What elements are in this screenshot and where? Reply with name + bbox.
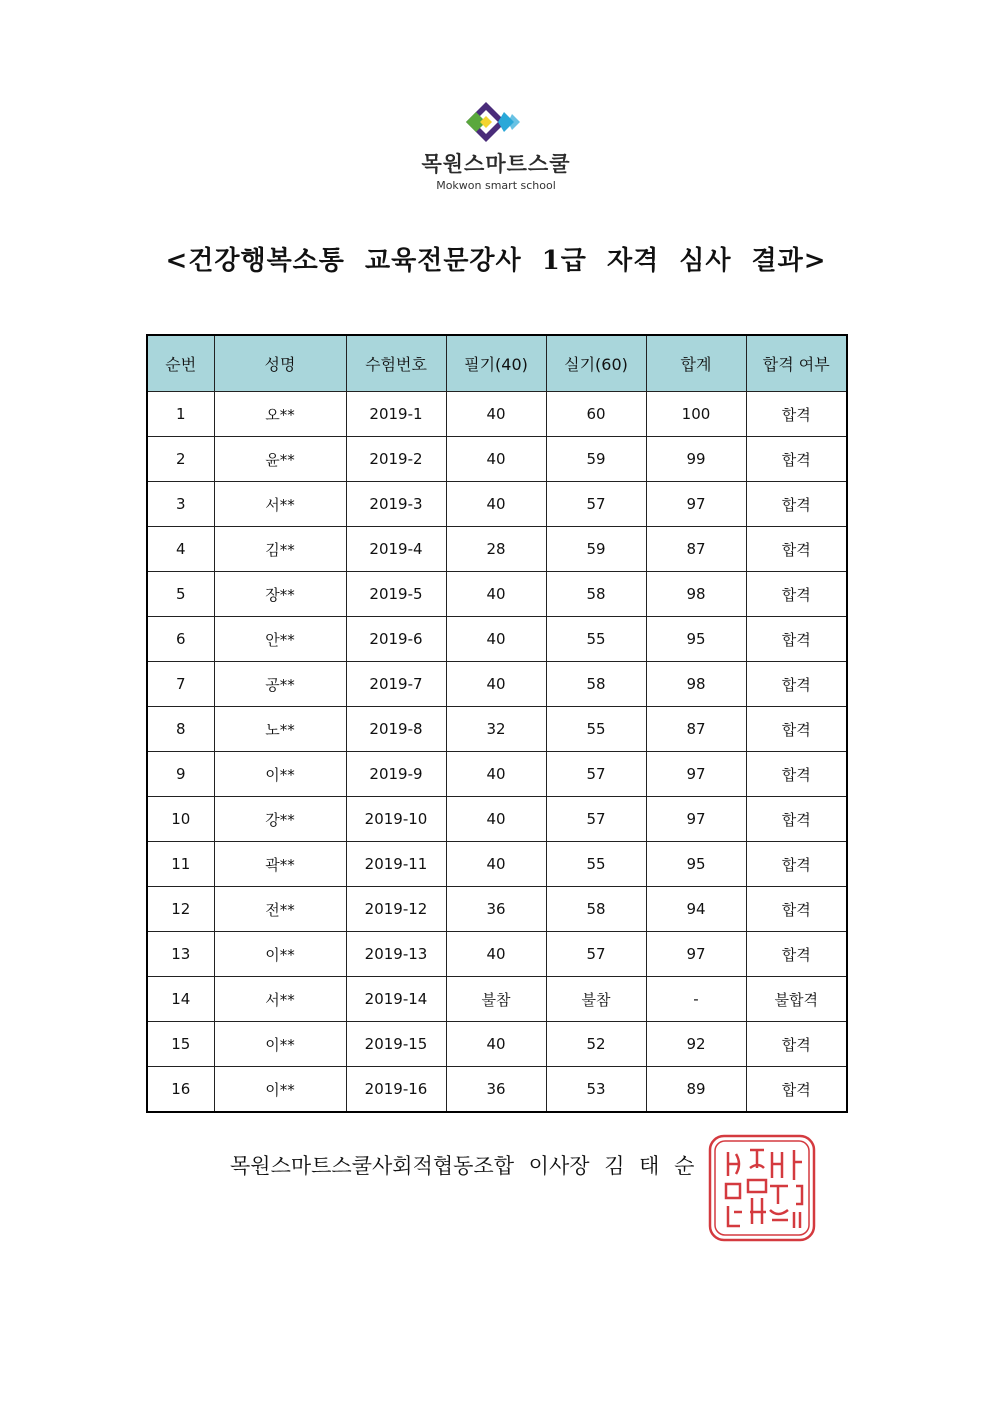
table-cell: 94 bbox=[646, 887, 746, 932]
table-cell: 이** bbox=[214, 1067, 346, 1113]
table-cell: 97 bbox=[646, 482, 746, 527]
table-cell: 합격 bbox=[746, 662, 847, 707]
table-cell: 52 bbox=[546, 1022, 646, 1067]
table-row bbox=[147, 707, 847, 752]
table-cell: 99 bbox=[646, 437, 746, 482]
table-row bbox=[147, 437, 847, 482]
table-cell: 40 bbox=[446, 662, 546, 707]
table-cell: 2 bbox=[147, 437, 214, 482]
table-cell: 4 bbox=[147, 527, 214, 572]
table-cell: 40 bbox=[446, 842, 546, 887]
table-cell: 2019-12 bbox=[346, 887, 446, 932]
table-cell: 합격 bbox=[746, 482, 847, 527]
table-cell: 합격 bbox=[746, 617, 847, 662]
table-row bbox=[147, 752, 847, 797]
logo-name-en: Mokwon smart school bbox=[436, 179, 556, 192]
table-cell: 3 bbox=[147, 482, 214, 527]
table-cell: 87 bbox=[646, 527, 746, 572]
header-cell: 합계 bbox=[646, 335, 746, 392]
table-cell: 장** bbox=[214, 572, 346, 617]
table-cell: 58 bbox=[546, 572, 646, 617]
table-cell: 2019-9 bbox=[346, 752, 446, 797]
table-cell: 2019-14 bbox=[346, 977, 446, 1022]
logo-name-ko: 목원스마트스쿨 bbox=[421, 152, 571, 176]
table-cell: 40 bbox=[446, 572, 546, 617]
table-cell: 합격 bbox=[746, 842, 847, 887]
table-cell: 합격 bbox=[746, 932, 847, 977]
table-cell: 불참 bbox=[546, 977, 646, 1022]
header-cell: 성명 bbox=[214, 335, 346, 392]
table-cell: 합격 bbox=[746, 707, 847, 752]
table-cell: 40 bbox=[446, 752, 546, 797]
results-table bbox=[146, 334, 848, 1113]
table-cell: 불합격 bbox=[746, 977, 847, 1022]
table-row bbox=[147, 572, 847, 617]
table-cell: 12 bbox=[147, 887, 214, 932]
table-cell: 10 bbox=[147, 797, 214, 842]
table-cell: 58 bbox=[546, 887, 646, 932]
table-cell: 합격 bbox=[746, 392, 847, 437]
table-cell: 36 bbox=[446, 1067, 546, 1113]
table-cell: 57 bbox=[546, 482, 646, 527]
table-cell: 55 bbox=[546, 617, 646, 662]
table-row bbox=[147, 1022, 847, 1067]
table-cell: 15 bbox=[147, 1022, 214, 1067]
table-cell: 28 bbox=[446, 527, 546, 572]
table-cell: 40 bbox=[446, 437, 546, 482]
table-cell: 공** bbox=[214, 662, 346, 707]
table-cell: 2019-16 bbox=[346, 1067, 446, 1113]
table-cell: 합격 bbox=[746, 527, 847, 572]
table-cell: 서** bbox=[214, 482, 346, 527]
table-cell: 노** bbox=[214, 707, 346, 752]
table-cell: 97 bbox=[646, 797, 746, 842]
table-body bbox=[147, 392, 847, 1113]
table-cell: 1 bbox=[147, 392, 214, 437]
table-row bbox=[147, 932, 847, 977]
table-cell: 97 bbox=[646, 932, 746, 977]
table-cell: 2019-15 bbox=[346, 1022, 446, 1067]
table-cell: 95 bbox=[646, 617, 746, 662]
table-row bbox=[147, 527, 847, 572]
table-cell: 59 bbox=[546, 437, 646, 482]
table-cell: 2019-11 bbox=[346, 842, 446, 887]
table-cell: 이** bbox=[214, 932, 346, 977]
header-cell: 수험번호 bbox=[346, 335, 446, 392]
official-seal-icon bbox=[706, 1132, 818, 1244]
table-cell: 59 bbox=[546, 527, 646, 572]
table-cell: 김** bbox=[214, 527, 346, 572]
header-cell: 합격 여부 bbox=[746, 335, 847, 392]
table-cell: 97 bbox=[646, 752, 746, 797]
table-cell: 60 bbox=[546, 392, 646, 437]
table-cell: 2019-1 bbox=[346, 392, 446, 437]
table-cell: 6 bbox=[147, 617, 214, 662]
table-cell: 32 bbox=[446, 707, 546, 752]
table-cell: 2019-4 bbox=[346, 527, 446, 572]
table-row bbox=[147, 887, 847, 932]
table-row bbox=[147, 617, 847, 662]
table-cell: 오** bbox=[214, 392, 346, 437]
table-cell: 55 bbox=[546, 842, 646, 887]
table-cell: 100 bbox=[646, 392, 746, 437]
table-cell: 40 bbox=[446, 1022, 546, 1067]
table-cell: 58 bbox=[546, 662, 646, 707]
table-row bbox=[147, 977, 847, 1022]
table-cell: 5 bbox=[147, 572, 214, 617]
header-cell: 실기(60) bbox=[546, 335, 646, 392]
table-cell: 92 bbox=[646, 1022, 746, 1067]
table-cell: 합격 bbox=[746, 1067, 847, 1113]
header-cell: 필기(40) bbox=[446, 335, 546, 392]
table-cell: 합격 bbox=[746, 887, 847, 932]
table-cell: 2019-2 bbox=[346, 437, 446, 482]
table-cell: 98 bbox=[646, 572, 746, 617]
page-title: <건강행복소통 교육전문강사 1급 자격 심사 결과> bbox=[165, 246, 827, 276]
table-cell: 곽** bbox=[214, 842, 346, 887]
header-cell: 순번 bbox=[147, 335, 214, 392]
table-cell: 합격 bbox=[746, 572, 847, 617]
table-cell: 2019-7 bbox=[346, 662, 446, 707]
table-cell: 57 bbox=[546, 752, 646, 797]
table-cell: 이** bbox=[214, 1022, 346, 1067]
table-cell: 합격 bbox=[746, 437, 847, 482]
table-cell: 53 bbox=[546, 1067, 646, 1113]
table-header-row bbox=[147, 335, 847, 392]
table-cell: 87 bbox=[646, 707, 746, 752]
table-cell: 89 bbox=[646, 1067, 746, 1113]
table-cell: 40 bbox=[446, 392, 546, 437]
table-cell: 40 bbox=[446, 797, 546, 842]
table-row bbox=[147, 392, 847, 437]
table-row bbox=[147, 482, 847, 527]
table-cell: 전** bbox=[214, 887, 346, 932]
logo-mark-icon bbox=[464, 100, 528, 144]
table-cell: 11 bbox=[147, 842, 214, 887]
table-row bbox=[147, 797, 847, 842]
signature-line: 목원스마트스쿨사회적협동조합 이사장 김 태 순 bbox=[230, 1154, 695, 1178]
logo bbox=[0, 100, 992, 192]
table-row bbox=[147, 662, 847, 707]
table-cell: 98 bbox=[646, 662, 746, 707]
table-cell: 안** bbox=[214, 617, 346, 662]
table-cell: 40 bbox=[446, 617, 546, 662]
table-cell: 9 bbox=[147, 752, 214, 797]
table-cell: 윤** bbox=[214, 437, 346, 482]
table-cell: - bbox=[646, 977, 746, 1022]
table-cell: 57 bbox=[546, 797, 646, 842]
table-cell: 16 bbox=[147, 1067, 214, 1113]
table-cell: 합격 bbox=[746, 752, 847, 797]
table-cell: 57 bbox=[546, 932, 646, 977]
table-row bbox=[147, 842, 847, 887]
table-cell: 2019-8 bbox=[346, 707, 446, 752]
table-cell: 2019-6 bbox=[346, 617, 446, 662]
table-cell: 36 bbox=[446, 887, 546, 932]
table-cell: 13 bbox=[147, 932, 214, 977]
table-cell: 이** bbox=[214, 752, 346, 797]
table-cell: 55 bbox=[546, 707, 646, 752]
table-cell: 합격 bbox=[746, 797, 847, 842]
table-cell: 7 bbox=[147, 662, 214, 707]
table-cell: 2019-5 bbox=[346, 572, 446, 617]
table-cell: 8 bbox=[147, 707, 214, 752]
table-cell: 40 bbox=[446, 482, 546, 527]
table-cell: 불참 bbox=[446, 977, 546, 1022]
table-cell: 합격 bbox=[746, 1022, 847, 1067]
table-cell: 2019-13 bbox=[346, 932, 446, 977]
table-cell: 14 bbox=[147, 977, 214, 1022]
table-cell: 서** bbox=[214, 977, 346, 1022]
table-cell: 95 bbox=[646, 842, 746, 887]
table-cell: 40 bbox=[446, 932, 546, 977]
table-cell: 2019-3 bbox=[346, 482, 446, 527]
table-cell: 2019-10 bbox=[346, 797, 446, 842]
table-row bbox=[147, 1067, 847, 1113]
table-cell: 강** bbox=[214, 797, 346, 842]
